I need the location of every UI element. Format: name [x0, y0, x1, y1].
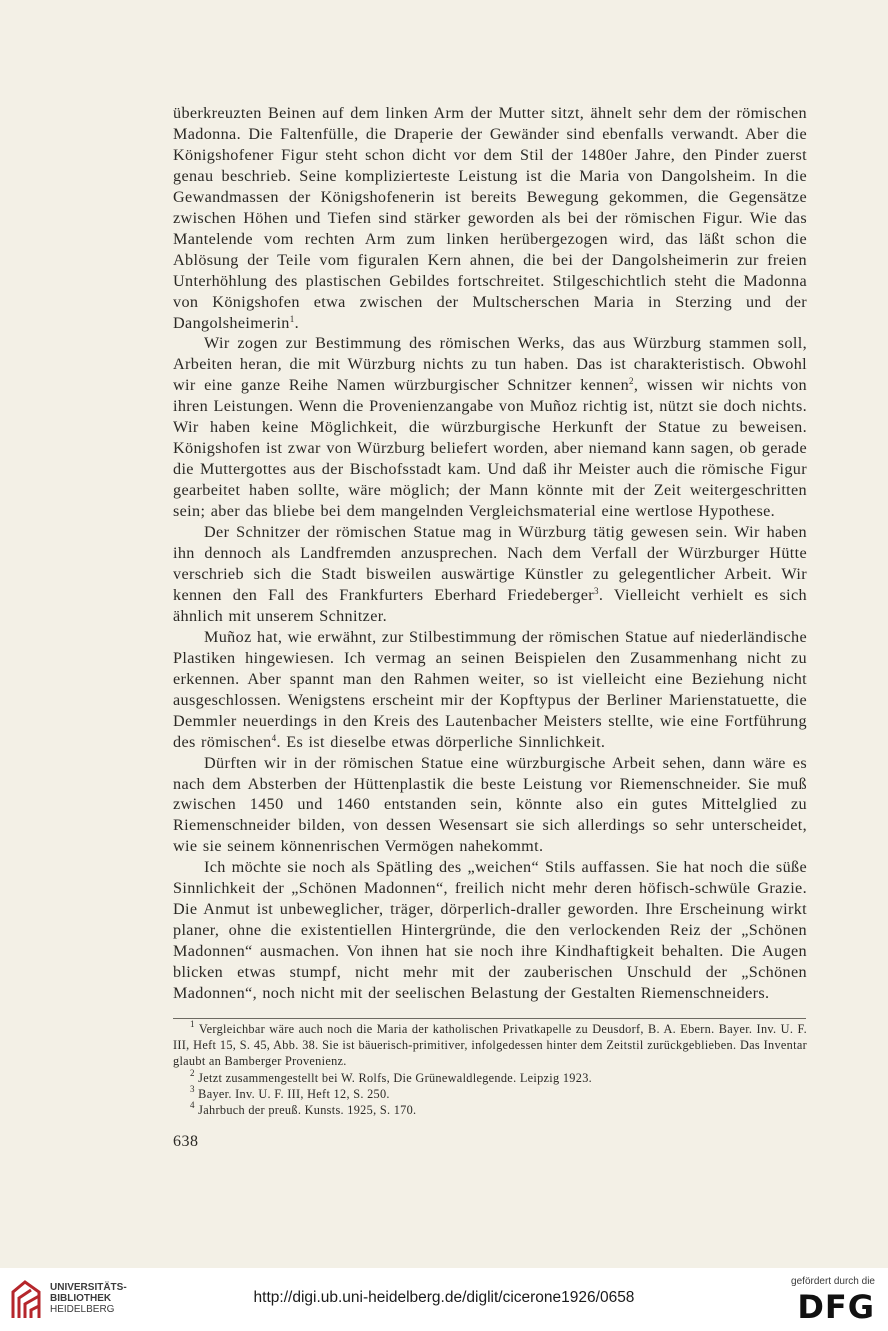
footnote-number: 3 [190, 1083, 195, 1094]
footnote [173, 1067, 807, 1086]
footnote-text: Bayer. Inv. U. F. III, Heft 12, S. 250. [194, 1086, 390, 1101]
permalink-url[interactable]: http://digi.ub.uni-heidelberg.de/diglit/cicerone1926/0658 [253, 1289, 635, 1306]
paragraph [173, 333, 807, 522]
footnote [173, 1102, 807, 1118]
paragraph-text: Wir zogen zur Bestimmung des römischen Werks, das aus Würzburg stammen soll, Arbeiten heran, die mit Würzburg nichts zu tun haben. Das ist charakteristisch. Obwohl wir eine ganze Reihe Namen würzburgischer Schnitzer kennen [173, 334, 807, 395]
footnote-marker: 2 [629, 376, 634, 387]
paragraph-text: Der Schnitzer der römischen Statue mag in Würzburg tätig gewesen sein. Wir haben ihn dennoch als Landfremden anzusprechen. Nach dem Verfall der Würzburger Hütte verschrieb sich die Stadt bisweilen auswärtige Künstler zu gelegentlicher Arbeit. Wir kennen den Fall des Frankfurters Eberhard Friedeberger [173, 523, 807, 604]
paragraph [173, 753, 807, 858]
paragraph-text: , wissen wir nichts von ihren Leistungen. Wenn die Provenienzangabe von Muñoz richtig ist, nützt sie doch nichts. Wir haben keine Möglichkeit, die würzburgische Herkunft der Statue zu beweisen. Königshofen ist zwar von Würzburg beliefert worden, aber niemand kann sagen, ob gerade die Muttergottes aus der Bischofsstadt kam. Und daß ihr Meister auch die römische Figur gearbeitet haben sollte, wäre möglich; der Mann könnte mit der Zeit weitergeschritten sein; aber das bliebe bei dem mangelnden Vergleichsmaterial eine wertlose Hypothese. [173, 376, 807, 521]
paragraph-text: . Es ist dieselbe etwas dörperliche Sinnlichkeit. [276, 732, 606, 751]
footnote [173, 1021, 807, 1070]
library-line-2: BIBLIOTHEK [50, 1293, 112, 1304]
paragraph-text: . [294, 313, 300, 332]
paragraph [173, 522, 807, 627]
body-text [173, 103, 807, 1004]
paragraph [173, 857, 807, 1004]
library-line-3: HEIDELBERG [50, 1304, 115, 1315]
footnote-marker: 3 [594, 585, 599, 596]
page-number: 638 [173, 1133, 199, 1150]
paragraph [173, 627, 807, 753]
footnote-marker: 1 [289, 313, 295, 324]
viewer-footer [0, 1268, 888, 1331]
footnote-marker: 4 [271, 732, 277, 743]
footnote [173, 1083, 807, 1102]
funding-caption: gefördert durch die [791, 1276, 875, 1287]
library-line-1: UNIVERSITÄTS- [50, 1282, 127, 1293]
footnote-number: 4 [190, 1100, 195, 1111]
paragraph-text: Ich möchte sie noch als Spätling des „weichen“ Stils auffassen. Sie hat noch die süße Sinnlichkeit der „Schönen Madonnen“, freilich nicht mehr deren höfisch-schwüle Grazie. Die Anmut ist unbeweglicher, träger, dörperlich-draller geworden. Ihre Erscheinung wirkt planer, ohne die existentiellen Hintergründe, die den verlockenden Reiz der „Schönen Madonnen“ ausmachen. Von ihnen hat sie noch ihre Kindhaftigkeit behalten. Die Augen blicken etwas stumpf, nicht mehr mit der zauberischen Unschuld der „Schönen Madonnen“, noch nicht mit der seelischen Belastung der Gestalten Riemenschneiders. [173, 858, 807, 1003]
paragraph-text: Dürften wir in der römischen Statue eine würzburgische Arbeit sehen, dann wäre es nach dem Absterben der Hüttenplastik die beste Leistung vor Riemenschneider. Sie muß zwischen 1450 und 1460 entstanden sein, könnte also ein gutes Mittelglied zu Riemenschneider bilden, von dessen Wesensart sie sich allerdings so sehr unterscheidet, wie sie seinem könnenrischen Vermögen nahekommt. [173, 753, 807, 856]
footnote-number: 2 [190, 1067, 195, 1078]
paragraph-text: . Vielleicht verhielt es sich ähnlich mit unserem Schnitzer. [173, 585, 807, 625]
footnote-text: Jahrbuch der preuß. Kunsts. 1925, S. 170. [194, 1103, 417, 1118]
paragraph [173, 103, 807, 333]
footnote-rule [173, 1018, 806, 1019]
footnote-text: Jetzt zusammengestellt bei W. Rolfs, Die Grünewaldlegende. Leipzig 1923. [194, 1070, 593, 1085]
dfg-logo: DFG [797, 1288, 875, 1326]
footnote-text: Vergleichbar wäre auch noch die Maria der katholischen Privatkapelle zu Deusdorf, B. A. Ebern. Bayer. Inv. U. F. III, Heft 15, S. 45, Abb. 38. Sie ist bäuerisch-primitiver, infolgedessen hinter dem Zeitstil zurückgeblieben. Das Inventar glaubt an Bamberger Provenienz. [173, 1022, 807, 1069]
paragraph-text: überkreuzten Beinen auf dem linken Arm der Mutter sitzt, ähnelt sehr dem der römischen Madonna. Die Faltenfülle, die Draperie der Gewänder sind ebenfalls verwandt. Aber die Königshofener Figur steht schon dicht vor dem Stil der 1480er Jahre, den Pinder zuerst genau beschrieb. Seine komplizierteste Leistung ist die Maria von Dangolsheim. In die Gewandmassen der Königshofenerin ist bereits Bewegung gekommen, die Gegensätze zwischen Höhen und Tiefen sind stärker geworden als bei der römischen Figur. Wie das Mantelende vom rechten Arm zum linken herübergezogen wird, das läßt schon die Ablösung der Teile vom figuralen Kern ahnen, die bei der Dangolsheimerin zur freien Unterhöhlung des plastischen Gebildes fortschreitet. Stilgeschichtlich steht die Madonna von Königshofen etwa zwischen der Multscherschen Maria in Sterzing und der Dangolsheimerin [173, 104, 807, 332]
footnote-number: 1 [190, 1019, 195, 1029]
footnotes [173, 1021, 807, 1118]
paragraph-text: Muñoz hat, wie erwähnt, zur Stilbestimmung der römischen Statue auf niederländische Plastiken hingewiesen. Ich vermag an seinen Beispielen den Zusammenhang nicht zu erkennen. Aber spannt man den Rahmen weiter, so ist vielleicht eine Beziehung nicht ausgeschlossen. Wenigstens erscheint mir der Kopftypus der Berliner Marienstatuette, die Demmler neuerdings in den Kreis des Lautenbacher Meisters stellte, wie eine Fortführung des römischen [173, 627, 807, 751]
